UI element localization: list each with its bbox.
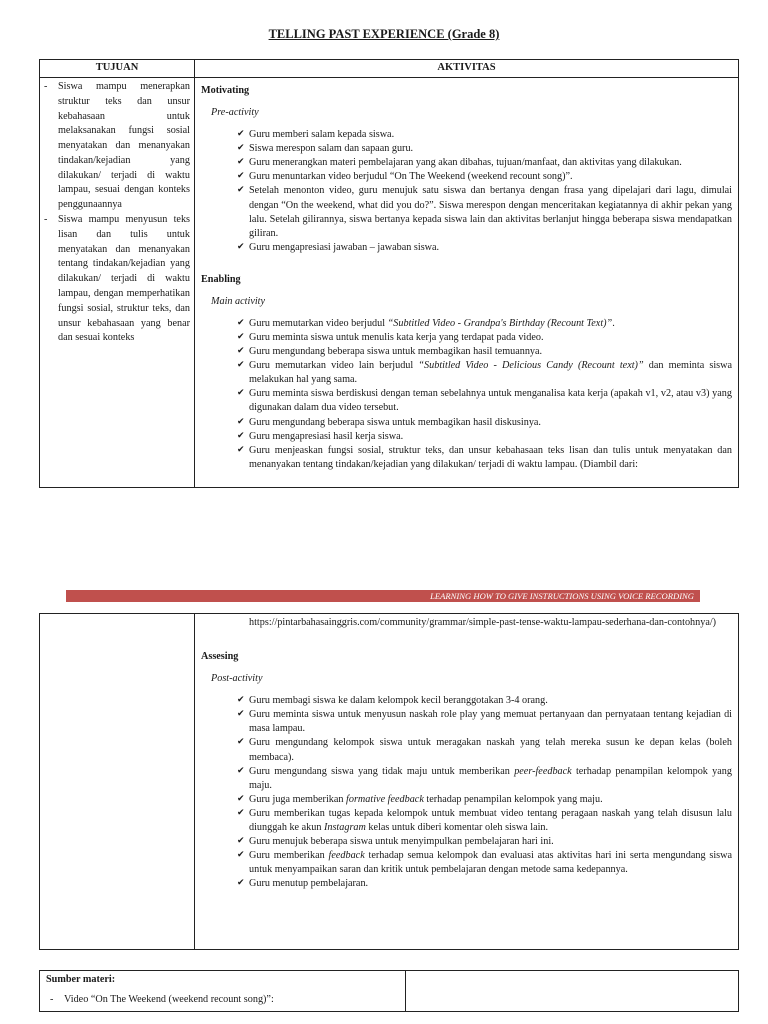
list-item xyxy=(44,213,190,346)
video-title: “Subtitled Video - Grandpa's Birthday (Recount Text)” xyxy=(387,318,613,330)
list-item xyxy=(237,331,732,345)
list-item xyxy=(50,993,405,1007)
check-icon: ✔ xyxy=(237,793,245,804)
item-text: Guru menujuk beberapa siswa untuk menyimpulkan pembelajaran hari ini. xyxy=(249,836,554,848)
check-icon: ✔ xyxy=(237,444,245,455)
header-tujuan: TUJUAN xyxy=(40,60,195,78)
list-item xyxy=(237,835,732,849)
check-icon: ✔ xyxy=(237,709,245,720)
item-text: Guru memutarkan video berjudul xyxy=(249,318,388,330)
sumber-materi-title: Sumber materi: xyxy=(46,974,116,985)
item-text: Guru meminta siswa untuk menulis kata kerja yang terdapat pada video. xyxy=(249,332,544,344)
bullet-dash: - xyxy=(44,81,48,92)
enabling-list xyxy=(201,317,732,472)
item-text: . xyxy=(612,318,615,330)
list-item xyxy=(237,708,732,736)
list-item xyxy=(237,345,732,359)
promo-banner: LEARNING HOW TO GIVE INSTRUCTIONS USING VOICE RECORDING xyxy=(66,590,700,602)
item-text: kelas untuk diberi komentar oleh siswa lain. xyxy=(365,821,549,833)
tujuan-cell xyxy=(40,78,195,488)
source-url: https://pintarbahasainggris.com/community/grammar/simple-past-tense-waktu-lampau-sederhana-dan-contohnya/) xyxy=(249,617,717,628)
list-item xyxy=(237,430,732,444)
tujuan-list xyxy=(44,80,190,346)
list-item xyxy=(237,765,732,793)
page-title: TELLING PAST EXPERIENCE (Grade 8) xyxy=(268,27,500,41)
check-icon: ✔ xyxy=(237,171,245,182)
check-icon: ✔ xyxy=(237,185,245,196)
item-text: Guru menerangkan materi pembelajaran yang akan dibahas, tujuan/manfaat, dan aktivitas yang dilakukan. xyxy=(249,157,682,169)
check-icon: ✔ xyxy=(237,416,245,427)
list-item xyxy=(237,849,732,877)
list-item xyxy=(237,184,732,240)
item-text: terhadap penampilan kelompok yang maju. xyxy=(249,765,732,791)
check-icon: ✔ xyxy=(237,129,245,140)
list-item xyxy=(237,793,732,807)
item-text: Guru memberikan tugas kepada kelompok untuk membuat video tentang peragaan naskah yang telah disusun lalu diunggah ke akun xyxy=(249,807,732,833)
list-item xyxy=(237,128,732,142)
sumber-materi-table xyxy=(39,970,739,1012)
item-text: Guru mengundang beberapa siswa untuk membagikan hasil diskusinya. xyxy=(249,416,541,428)
subheading-post-activity: Post-activity xyxy=(211,673,263,685)
list-item xyxy=(237,142,732,156)
item-text: Guru menuntarkan video berjudul “On The Weekend (weekend recount song)”. xyxy=(249,171,573,183)
list-item xyxy=(237,736,732,764)
check-icon: ✔ xyxy=(237,850,245,861)
check-icon: ✔ xyxy=(237,157,245,168)
check-icon: ✔ xyxy=(237,388,245,399)
list-item xyxy=(237,156,732,170)
section-heading-enabling: Enabling xyxy=(201,273,241,285)
motivating-list xyxy=(201,128,732,255)
check-icon: ✔ xyxy=(237,430,245,441)
check-icon: ✔ xyxy=(237,737,245,748)
list-item xyxy=(237,807,732,835)
video-title: “Subtitled Video - Delicious Candy (Recount text)” xyxy=(418,360,644,372)
check-icon: ✔ xyxy=(237,878,245,889)
header-aktivitas: AKTIVITAS xyxy=(195,60,739,78)
list-item xyxy=(237,877,732,891)
item-text: Guru juga memberikan xyxy=(249,793,347,805)
bullet-dash: - xyxy=(44,214,48,226)
item-emphasis: feedback xyxy=(328,850,365,862)
item-emphasis: peer-feedback xyxy=(514,765,572,777)
item-emphasis: Instagram xyxy=(323,821,366,833)
list-item xyxy=(237,416,732,430)
lesson-plan-table-main xyxy=(39,59,739,488)
section-heading-motivating: Motivating xyxy=(201,85,250,96)
item-text: Guru mengapresiasi jawaban – jawaban siswa. xyxy=(249,241,440,253)
item-text: Guru meminta siswa untuk menyusun naskah role play yang memuat pertanyaan dan pernyataan tentang kejadian di masa lampau. xyxy=(249,709,732,735)
item-text: Guru memberikan xyxy=(249,850,329,862)
check-icon: ✔ xyxy=(237,241,245,252)
subheading-pre-activity: Pre-activity xyxy=(211,107,259,119)
item-text: dan meminta siswa melakukan hal yang sama. xyxy=(249,360,732,386)
sumber-list xyxy=(40,993,405,1007)
item-text: Guru mengundang siswa yang tidak maju untuk memberikan xyxy=(249,765,515,777)
item-text: Guru meminta siswa berdiskusi dengan teman sebelahnya untuk menganalisa kata kerja (apakah v1, v2, atau v3) yang digunakan dalam dua video tersebut. xyxy=(249,388,732,414)
sumber-empty-cell xyxy=(406,971,739,1012)
item-text: Guru mengundang kelompok siswa untuk meragakan naskah yang telah mereka susun ke depan kelas (boleh membaca). xyxy=(249,737,732,763)
list-item xyxy=(44,80,190,213)
sumber-materi-cell xyxy=(40,971,406,1012)
check-icon: ✔ xyxy=(237,143,245,154)
list-item xyxy=(237,170,732,184)
aktivitas-cell xyxy=(195,78,739,488)
tujuan-text-1: Siswa mampu menerapkan struktur teks dan unsur kebahasaan untuk melaksanakan fungsi sosial menyatakan dan menanyakan tindakan/kejadian yang dilakukan/ terjadi di waktu lampau, sesuai dengan konteks penggunaannya xyxy=(58,81,190,211)
item-text: Guru mengapresiasi hasil kerja siswa. xyxy=(249,430,404,442)
section-heading-assesing: Assesing xyxy=(201,651,239,663)
list-item xyxy=(237,444,732,472)
list-item xyxy=(237,387,732,415)
item-emphasis: formative feedback xyxy=(346,793,424,805)
item-text: Guru memutarkan video lain berjudul xyxy=(249,360,419,372)
check-icon: ✔ xyxy=(237,836,245,847)
item-text: Guru memberi salam kepada siswa. xyxy=(249,129,395,141)
check-icon: ✔ xyxy=(237,765,245,776)
tujuan-text-2: Siswa mampu menyusun teks lisan dan tulis untuk menyatakan dan menanyakan tentang tindakan/kejadian yang dilakukan/ terjadi di waktu lampau, dengan memperhatikan fungsi sosial, struktur teks, dan unsur kebahasaan yang benar dan sesuai konteks xyxy=(58,214,190,344)
check-icon: ✔ xyxy=(237,360,245,371)
item-text: Video “On The Weekend (weekend recount song)”: xyxy=(64,994,274,1006)
check-icon: ✔ xyxy=(237,346,245,357)
tujuan-cell-continued xyxy=(40,614,195,950)
item-text: Guru mengundang beberapa siswa untuk membagikan hasil temuannya. xyxy=(249,346,543,358)
list-item xyxy=(237,359,732,387)
item-text: Guru membagi siswa ke dalam kelompok kecil beranggotakan 3-4 orang. xyxy=(249,695,548,707)
item-text: Guru menutup pembelajaran. xyxy=(249,878,369,890)
assesing-list xyxy=(201,694,732,891)
aktivitas-cell-continued xyxy=(195,614,739,950)
item-text: Guru menjeaskan fungsi sosial, struktur teks, dan unsur kebahasaan teks lisan dan tulis untuk menyatakan dan menanyakan tentang tindakan/kejadian yang dilakukan/ terjadi di waktu lampau. (Diambil dari: xyxy=(249,444,732,470)
list-item xyxy=(237,694,732,708)
check-icon: ✔ xyxy=(237,318,245,329)
list-item xyxy=(237,317,732,331)
check-icon: ✔ xyxy=(237,695,245,706)
check-icon: ✔ xyxy=(237,332,245,343)
bullet-dash: - xyxy=(50,994,54,1006)
item-text: terhadap semua kelompok dan evaluasi atas aktivitas hari ini serta mengundang siswa untuk menyampaikan saran dan kritik untuk pembelajaran dengan metode sama kedepannya. xyxy=(249,850,732,876)
lesson-plan-table-continued xyxy=(39,613,739,950)
item-text: Siswa merespon salam dan sapaan guru. xyxy=(249,143,414,155)
item-text: terhadap penampilan kelompok yang maju. xyxy=(423,793,603,805)
subheading-main-activity: Main activity xyxy=(211,295,266,307)
item-text: Setelah menonton video, guru menujuk satu siswa dan bertanya dengan frasa yang dipelajari dari lagu, dimulai dengan “On the weekend, what did you do?”. Siswa merespon dengan menceritakan kegiatannya di akhir pekan yang lalu. Setelah gilirannya, siswa bertanya kepada siswa lain dan aktivitas berlanjut hingga beberapa siswa mendapatkan giliran. xyxy=(249,185,732,239)
check-icon: ✔ xyxy=(237,807,245,818)
list-item xyxy=(237,241,732,255)
